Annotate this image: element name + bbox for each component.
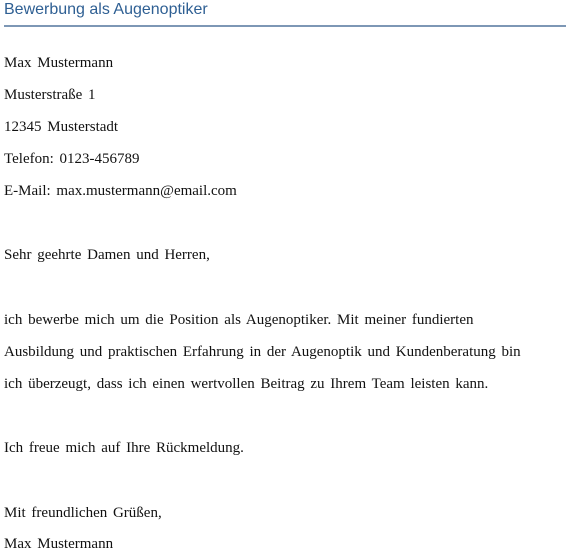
letter-body-line: ich überzeugt, dass ich einen wertvollen Beitrag zu Ihrem Team leisten kann.	[4, 376, 489, 392]
sender-street: Musterstraße 1	[4, 87, 96, 103]
letter-sign-off: Mit freundlichen Grüßen,	[4, 505, 162, 521]
letter-salutation: Sehr geehrte Damen und Herren,	[4, 247, 210, 263]
sender-phone: Telefon: 0123-456789	[4, 151, 140, 167]
letter-body-line: Ausbildung und praktischen Erfahrung in der Augenoptik und Kundenberatung bin	[4, 344, 521, 360]
sender-name: Max Mustermann	[4, 55, 114, 71]
letter-body-line: ich bewerbe mich um die Position als Augenoptiker. Mit meiner fundierten	[4, 312, 474, 328]
document-title: Bewerbung als Augenoptiker	[4, 1, 208, 18]
sender-city: 12345 Musterstadt	[4, 119, 119, 135]
letter-closing-text: Ich freue mich auf Ihre Rückmeldung.	[4, 440, 244, 456]
sender-email: E-Mail: max.mustermann@email.com	[4, 183, 237, 199]
document-header	[4, 0, 566, 27]
signature-name: Max Mustermann	[4, 536, 114, 552]
